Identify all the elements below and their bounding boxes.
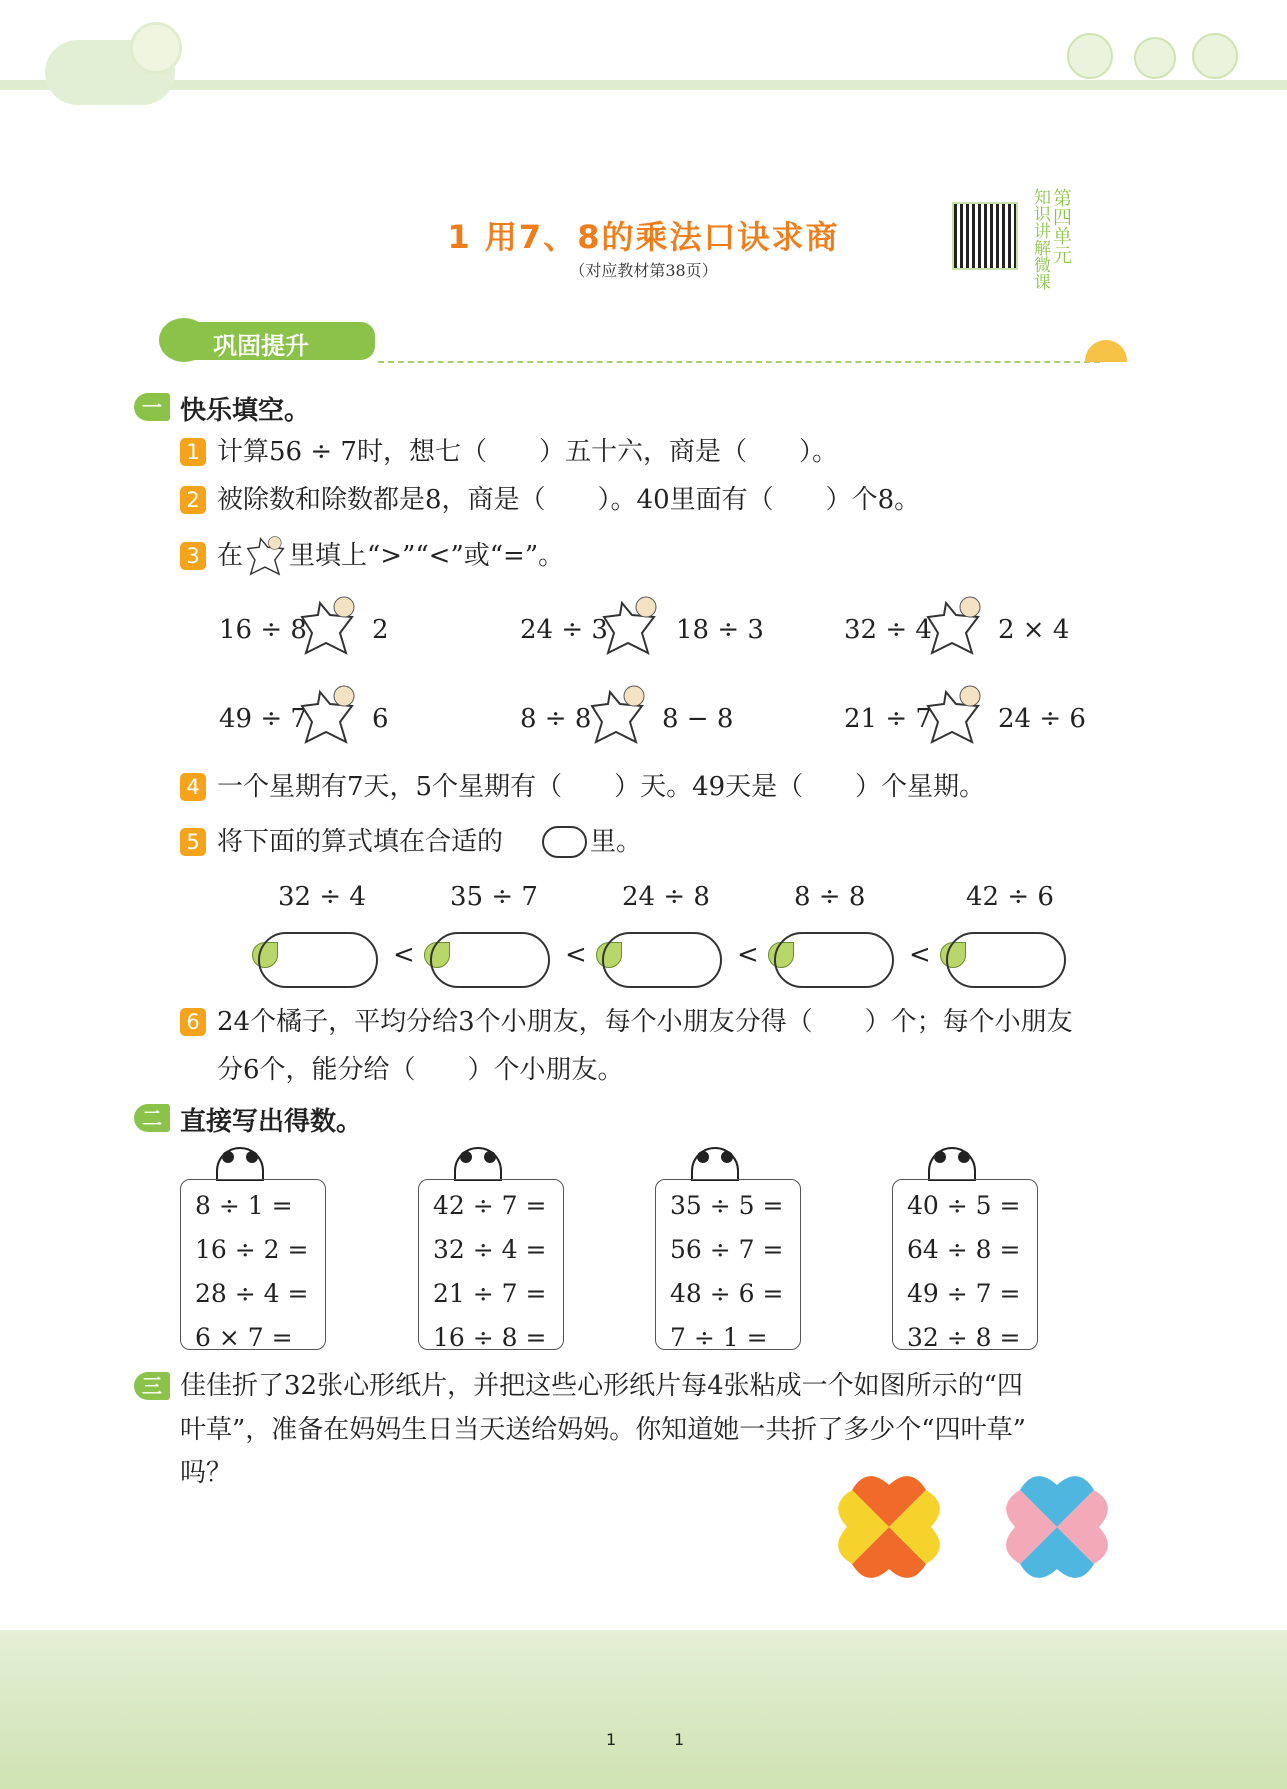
calc-row: 16 ÷ 8 = bbox=[433, 1323, 547, 1352]
answer-oval[interactable] bbox=[258, 932, 378, 988]
compare-right: 24 ÷ 6 bbox=[998, 704, 1086, 734]
calc-box bbox=[180, 1179, 326, 1350]
calc-row: 28 ÷ 4 = bbox=[195, 1279, 309, 1308]
oval-icon bbox=[542, 826, 587, 858]
less-than-sign: < bbox=[393, 940, 415, 970]
expression: 42 ÷ 6 bbox=[966, 882, 1054, 912]
part3-line: 吗？ bbox=[180, 1458, 233, 1488]
part1-tag: 一 bbox=[134, 393, 170, 421]
part3-line: 佳佳折了32张心形纸片，并把这些心形纸片每4张粘成一个如图所示的“四 bbox=[180, 1371, 1023, 1401]
item-number: 4 bbox=[180, 773, 206, 801]
calc-row: 35 ÷ 5 = bbox=[670, 1191, 784, 1220]
star-answer-slot[interactable] bbox=[602, 595, 660, 657]
star-answer-slot[interactable] bbox=[590, 684, 648, 746]
qr-code[interactable] bbox=[952, 202, 1018, 270]
item-3-text-b: 里填上“>”“<”或“=”。 bbox=[289, 541, 565, 571]
calc-row: 21 ÷ 7 = bbox=[433, 1279, 547, 1308]
compare-left: 24 ÷ 3 bbox=[520, 615, 608, 645]
compare-left: 32 ÷ 4 bbox=[844, 615, 932, 645]
page-subtitle: （对应教材第38页） bbox=[569, 261, 718, 280]
compare-right: 2 × 4 bbox=[998, 615, 1070, 645]
star-answer-slot[interactable] bbox=[300, 595, 358, 657]
item-6-text-2: 分6个，能分给（ ）个小朋友。 bbox=[217, 1055, 624, 1085]
part3-tag: 三 bbox=[134, 1372, 170, 1400]
part2-title: 直接写出得数。 bbox=[180, 1107, 363, 1137]
expression: 24 ÷ 8 bbox=[622, 882, 710, 912]
star-bear-icon bbox=[246, 533, 288, 577]
less-than-sign: < bbox=[909, 940, 931, 970]
item-number: 2 bbox=[180, 486, 206, 514]
panda-icon bbox=[691, 1147, 739, 1181]
expression: 35 ÷ 7 bbox=[450, 882, 538, 912]
calc-box bbox=[418, 1179, 564, 1350]
compare-left: 21 ÷ 7 bbox=[844, 704, 932, 734]
compare-right: 6 bbox=[372, 704, 389, 734]
page-number-left: 1 bbox=[606, 1730, 617, 1749]
expression: 32 ÷ 4 bbox=[278, 882, 366, 912]
part2-tag: 二 bbox=[134, 1104, 170, 1132]
landscape-footer bbox=[0, 1630, 1287, 1789]
header-band bbox=[0, 80, 1287, 90]
clover-orange-yellow-image bbox=[822, 1460, 956, 1594]
calc-row: 7 ÷ 1 = bbox=[670, 1323, 768, 1352]
qr-course-label: 知识讲解微课 bbox=[1030, 188, 1050, 290]
item-number: 1 bbox=[180, 438, 206, 466]
calc-row: 56 ÷ 7 = bbox=[670, 1235, 784, 1264]
compare-left: 49 ÷ 7 bbox=[219, 704, 307, 734]
section-header bbox=[137, 318, 377, 362]
sun-decoration bbox=[130, 22, 182, 74]
calc-row: 49 ÷ 7 = bbox=[907, 1279, 1021, 1308]
calc-row: 32 ÷ 4 = bbox=[433, 1235, 547, 1264]
part3-line: 叶草”，准备在妈妈生日当天送给妈妈。你知道她一共折了多少个“四叶草” bbox=[180, 1415, 1026, 1445]
item-1-text: 计算56 ÷ 7时，想七（ ）五十六，商是（ ）。 bbox=[217, 437, 838, 467]
item-number: 3 bbox=[180, 542, 206, 570]
panda-icon bbox=[928, 1147, 976, 1181]
compare-left: 8 ÷ 8 bbox=[520, 704, 592, 734]
item-6-text: 24个橘子，平均分给3个小朋友，每个小朋友分得（ ）个；每个小朋友 bbox=[217, 1007, 1073, 1037]
item-5-text-a: 将下面的算式填在合适的 bbox=[217, 827, 504, 857]
compare-right: 8 − 8 bbox=[662, 704, 734, 734]
calc-row: 64 ÷ 8 = bbox=[907, 1235, 1021, 1264]
compare-right: 2 bbox=[372, 615, 389, 645]
answer-oval[interactable] bbox=[774, 932, 894, 988]
panda-icon bbox=[216, 1147, 264, 1181]
animals-decoration bbox=[1060, 28, 1250, 80]
compare-right: 18 ÷ 3 bbox=[676, 615, 764, 645]
calc-row: 16 ÷ 2 = bbox=[195, 1235, 309, 1264]
divider bbox=[378, 361, 1100, 363]
expression: 8 ÷ 8 bbox=[794, 882, 866, 912]
calc-row: 6 × 7 = bbox=[195, 1323, 293, 1352]
page-number-right: 1 bbox=[674, 1730, 685, 1749]
section-label: 巩固提升 bbox=[213, 332, 309, 360]
calc-box bbox=[892, 1179, 1038, 1350]
item-3-text-a: 在 bbox=[217, 541, 244, 571]
star-answer-slot[interactable] bbox=[300, 684, 358, 746]
item-4-text: 一个星期有7天，5个星期有（ ）天。49天是（ ）个星期。 bbox=[217, 772, 986, 802]
calc-row: 40 ÷ 5 = bbox=[907, 1191, 1021, 1220]
calc-row: 8 ÷ 1 = bbox=[195, 1191, 293, 1220]
answer-oval[interactable] bbox=[430, 932, 550, 988]
compare-left: 16 ÷ 8 bbox=[219, 615, 307, 645]
qr-unit-label: 第四单元 bbox=[1050, 188, 1072, 264]
calc-row: 32 ÷ 8 = bbox=[907, 1323, 1021, 1352]
calc-row: 42 ÷ 7 = bbox=[433, 1191, 547, 1220]
sunset-icon bbox=[1085, 340, 1127, 362]
calc-row: 48 ÷ 6 = bbox=[670, 1279, 784, 1308]
item-5-text-b: 里。 bbox=[590, 827, 643, 857]
item-number: 6 bbox=[180, 1008, 206, 1036]
panda-icon bbox=[454, 1147, 502, 1181]
answer-oval[interactable] bbox=[946, 932, 1066, 988]
less-than-sign: < bbox=[565, 940, 587, 970]
clover-blue-pink-image bbox=[990, 1460, 1124, 1594]
star-answer-slot[interactable] bbox=[926, 684, 984, 746]
item-number: 5 bbox=[180, 828, 206, 856]
page-title: 1 用7、8的乘法口诀求商 bbox=[447, 218, 840, 256]
star-answer-slot[interactable] bbox=[926, 595, 984, 657]
less-than-sign: < bbox=[737, 940, 759, 970]
calc-box bbox=[655, 1179, 801, 1350]
part1-title: 快乐填空。 bbox=[180, 396, 311, 426]
answer-oval[interactable] bbox=[602, 932, 722, 988]
item-2-text: 被除数和除数都是8，商是（ ）。40里面有（ ）个8。 bbox=[217, 485, 921, 515]
